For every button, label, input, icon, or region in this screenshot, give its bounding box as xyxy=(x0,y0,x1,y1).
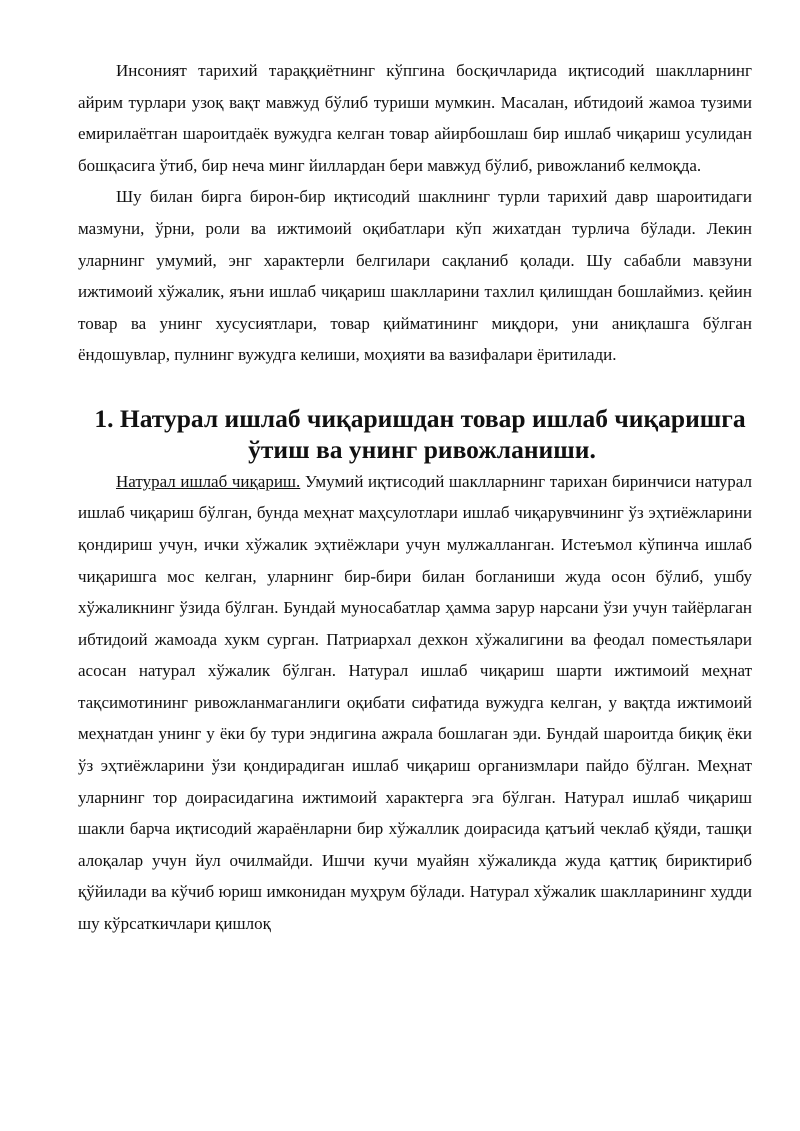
section-heading xyxy=(78,403,752,466)
paragraph-intro: Инсоният тарихий тараққиётнинг кўпгина босқичларида иқтисодий шаклларнинг айрим турлари узоқ вақт мавжуд бўлиб туриши мумкин. Масалан, ибтидоий жамоа тузими емирилаётган шароитдаёк вужудга келган товар айирбошлаш бир ишлаб чиқариш усулидан бошқасига ўтиб, бир неча минг йиллардан бери мавжуд бўлиб, ривожланиб келмоқда. xyxy=(78,61,752,175)
section-spacer xyxy=(78,371,752,403)
paragraph-second: Шу билан бирга бирон-бир иқтисодий шаклнинг турли тарихий давр шароитидаги мазмуни, ўрни, роли ва ижтимоий оқибатлари кўп жихатдан турлича бўлади. Лекин уларнинг умумий, энг характерли белгилари сақланиб қолади. Шу сабабли мавзуни ижтимоий хўжалик, яъни ишлаб чиқариш шаклларини тахлил қилишдан бошлаймиз. қейин товар ва унинг хусусиятлари, товар қийматининг миқдори, уни аниқлашга бўлган ёндошувлар, пулнинг вужудга келиши, моҳияти ва вазифалари ёритилади. xyxy=(78,187,752,365)
section-heading-line-2: ўтиш ва унинг ривожланиши. xyxy=(248,435,596,465)
document-page xyxy=(78,55,752,940)
underlined-term: Натурал ишлаб чиқариш. xyxy=(116,471,301,491)
paragraph-natural-production-text: Умумий иқтисодий шаклларнинг тарихан биринчиси натурал ишлаб чиқариш бўлган, бунда меҳнат маҳсулотлари ишлаб чиқарувчининг ўз эҳтиёжларини қондириш учун, ички хўжалик эҳтиёжлари учун мулжалланган. Истеъмол кўпинча ишлаб чиқаришга мос келган, уларнинг бир-бири билан богланиши жуда осон бўлиб, ушбу хўжаликнинг ўзида бўлган. Бундай муносабатлар ҳамма зарур нарсани ўзи учун тайёрлаган ибтидоий жамоада хукм сурган. Патриархал дехкон хўжалигини ва феодал поместьялари асосан натурал хўжалик бўлган. Натурал ишлаб чиқариш шарти ижтимоий меҳнат тақсимотининг ривожланмаганлиги оқибати сифатида вужудга келган, у вақтда ижтимоий меҳнатдан унинг у ёки бу тури эндигина ажрала бошлаган эди. Бундай шароитда биқиқ ёки ўз эҳтиёжларини ўзи қондирадиган ишлаб чиқариш организмлари пайдо бўлган. Меҳнат уларнинг тор доирасидагина ижтимоий характерга эга бўлган. Натурал ишлаб чиқариш шакли барча иқтисодий жараёнларни бир хўжаллик доирасида қатъий чеклаб қўяди, ташқи алоқалар учун йул очилмайди. Ишчи кучи муайян хўжаликда жуда қаттиқ бириктириб қўйилади ва кўчиб юриш имконидан муҳрум бўлади. Натурал хўжалик шаклларининг худди шу кўрсаткичлари қишлоқ xyxy=(78,471,752,934)
paragraph-natural-production xyxy=(78,466,752,940)
section-heading-line-1: 1. Натурал ишлаб чиқаришдан товар ишлаб чиқаришга xyxy=(94,403,746,433)
